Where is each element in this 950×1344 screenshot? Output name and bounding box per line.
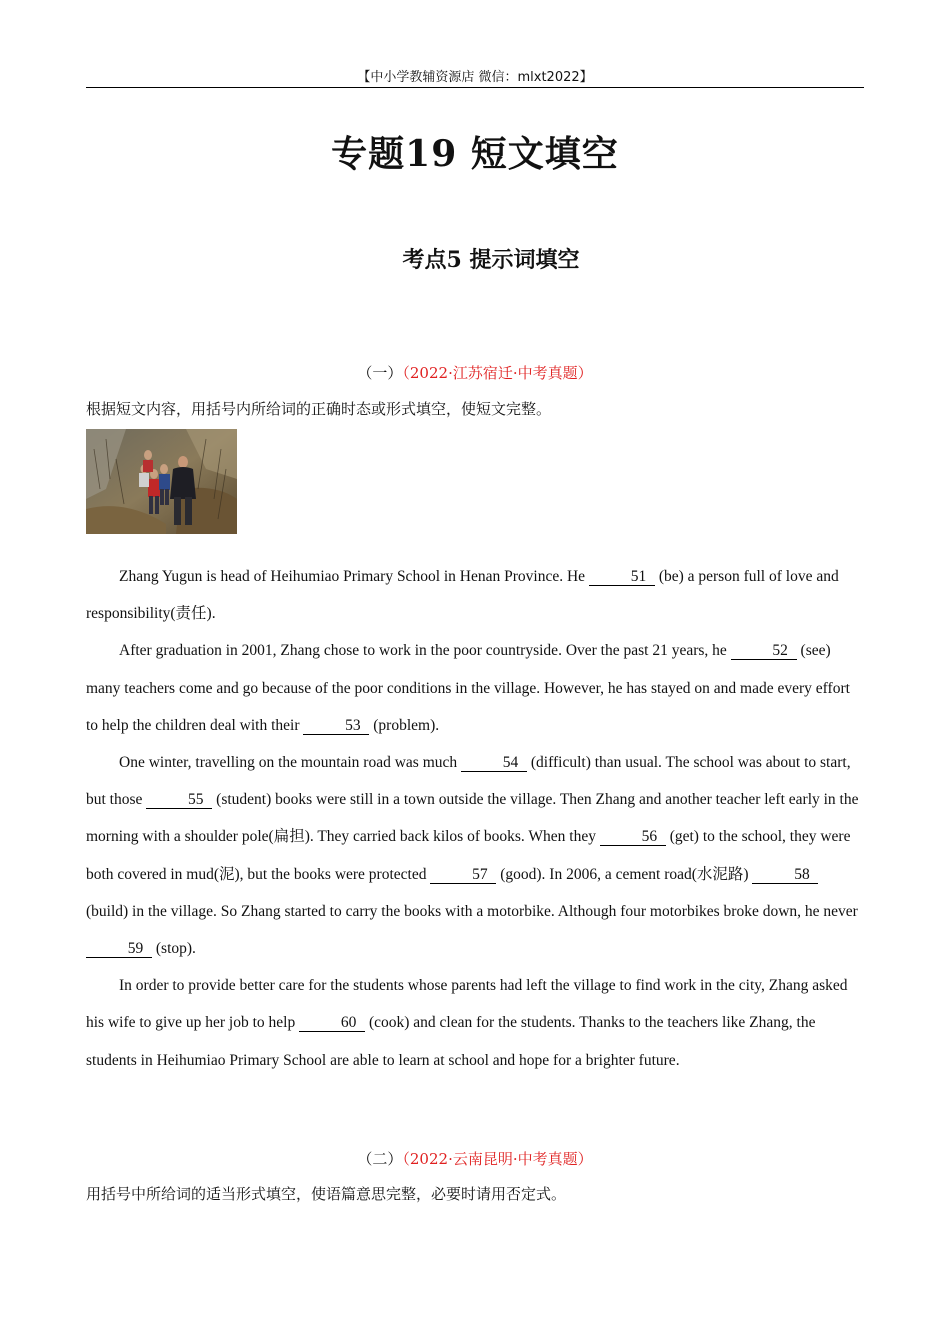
text-run: After graduation in 2001, Zhang chose to work in the poor countryside. Over the past 21 years, he	[119, 642, 731, 660]
blank-52[interactable]: 52	[731, 643, 797, 660]
section-2-number: （二）	[357, 1150, 403, 1168]
header-divider	[86, 87, 864, 88]
teacher-children-photo	[86, 429, 237, 534]
section-1-instruction: 根据短文内容，用括号内所给词的正确时态或形式填空，使短文完整。	[86, 400, 552, 418]
passage-paragraph-2	[86, 632, 864, 744]
text-run: (be) a person full of love and responsibility(责任).	[86, 568, 839, 623]
blank-53[interactable]: 53	[303, 718, 369, 735]
text-run: One winter, travelling on the mountain road was much	[119, 754, 462, 772]
passage-paragraph-1	[86, 558, 864, 632]
passage-paragraph-3	[86, 744, 864, 967]
text-run: (good). In 2006, a cement road(水泥路)	[496, 865, 753, 883]
passage-paragraph-4	[86, 967, 864, 1079]
text-run: (problem).	[369, 716, 440, 734]
section-2-source: （2022·云南昆明·中考真题）	[402, 1150, 593, 1168]
page-header: 【中小学教辅资源店 微信：mlxt2022】	[357, 70, 593, 85]
blank-51[interactable]: 51	[589, 569, 655, 586]
text-run: (see) many teachers come and go because of the poor conditions in the village. However, he has stayed on and made every effort to help the children deal with their	[86, 642, 850, 734]
text-run: Zhang Yugun is head of Heihumiao Primary School in Henan Province. He	[119, 568, 589, 585]
section-1-number: （一）	[357, 364, 403, 382]
section-2-instruction: 用括号中所给词的适当形式填空，使语篇意思完整，必要时请用否定式。	[86, 1185, 567, 1203]
blank-58[interactable]: 58	[752, 867, 818, 884]
blank-60[interactable]: 60	[299, 1015, 365, 1032]
blank-57[interactable]: 57	[430, 867, 496, 884]
text-run: (cook) and clean for the students. Thanks to the teachers like Zhang, the students in Heihumiao Primary School are able to learn at school and hope for a brighter future.	[86, 1014, 816, 1069]
text-run: (get) to the school, they were both covered in mud(泥), but the books were protected	[86, 828, 851, 883]
section-1-heading	[86, 362, 864, 383]
text-run: (build) in the village. So Zhang started to carry the books with a motorbike. Although four motorbikes broke down, he never	[86, 902, 858, 920]
text-run: (student) books were still in a town outside the village. Then Zhang and another teacher left early in the morning with a shoulder pole(扁担). They carried back kilos of books. When they	[86, 791, 859, 846]
section-subtitle: 考点5 提示词填空	[402, 247, 580, 273]
passage-text	[86, 558, 864, 1079]
blank-59[interactable]: 59	[86, 941, 152, 958]
blank-54[interactable]: 54	[461, 755, 527, 772]
section-1-source: （2022·江苏宿迁·中考真题）	[402, 364, 593, 382]
text-run: In order to provide better care for the students whose parents had left the village to find work in the city, Zhang asked his wife to give up her job to help	[86, 977, 848, 1032]
text-run: (difficult) than usual. The school was about to start, but those	[86, 754, 851, 809]
blank-56[interactable]: 56	[600, 829, 666, 846]
page-title: 专题19 短文填空	[331, 133, 619, 175]
section-2-heading	[86, 1148, 864, 1169]
text-run: (stop).	[152, 940, 196, 958]
blank-55[interactable]: 55	[146, 792, 212, 809]
